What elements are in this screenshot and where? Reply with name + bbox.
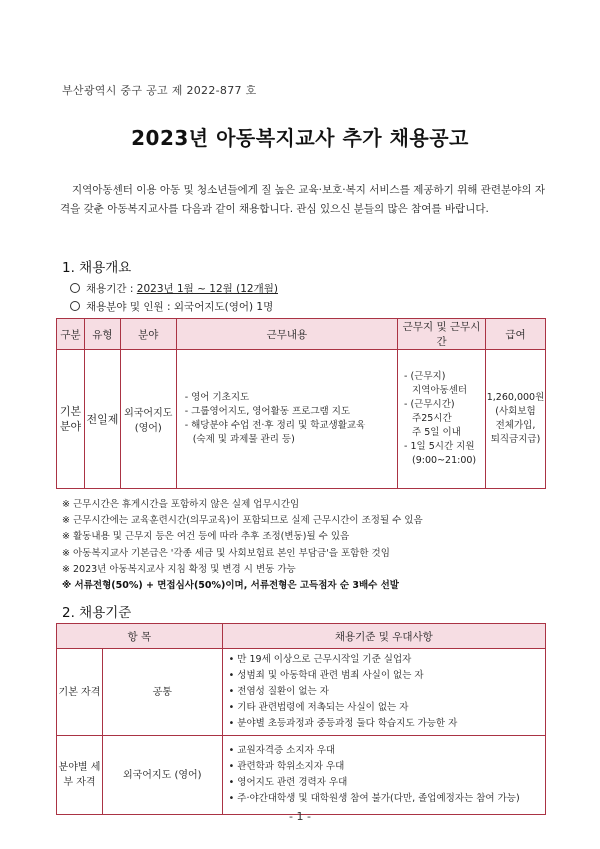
header-category: 구분: [57, 319, 85, 350]
workplace-line: 주25시간: [412, 413, 452, 424]
page-number: - 1 -: [289, 810, 311, 823]
workplace-line: - 1일 5시간 지원: [404, 441, 475, 452]
duty-line: - 그룹영어지도, 영어활동 프로그램 지도: [184, 406, 351, 417]
table-row: [57, 736, 546, 815]
note-item: ※ 근무시간에는 교육훈련시간(의무교육)이 포함되므로 실제 근무시간이 조정될 수 있음: [62, 515, 423, 527]
pay-line: 퇴직금지급): [490, 434, 541, 445]
note-item: ※ 활동내용 및 근무지 등은 여건 등에 따라 추후 조정(변동)될 수 있음: [62, 531, 350, 543]
notes-list: [62, 497, 423, 594]
section-1-title: 1. 채용개요: [62, 260, 132, 276]
recruit-period-line: [70, 281, 278, 296]
pay-line: 1,260,000원: [486, 392, 545, 403]
header-workplace: 근무지 및 근무시간: [398, 319, 486, 350]
duty-line: - 해당분야 수업 전·후 정리 및 학교생활교육: [184, 420, 366, 431]
cell-sub: 공통: [102, 649, 222, 736]
header-criteria: 채용기준 및 우대사항: [222, 624, 545, 649]
criteria-item: • 전염성 질환이 없는 자: [228, 686, 329, 697]
section-2-title: 2. 채용기준: [62, 605, 132, 621]
duty-line: - 영어 기초지도: [184, 392, 250, 403]
table-row: [57, 350, 546, 489]
cell-sub: 외국어지도 (영어): [102, 736, 222, 815]
cell-items: [222, 649, 545, 736]
recruit-field-line: [70, 299, 273, 314]
workplace-line: 지역아동센터: [412, 385, 468, 396]
duty-line: (숙제 및 과제물 관리 등): [192, 434, 295, 445]
recruit-criteria-table: [56, 623, 546, 815]
note-item: ※ 근무시간은 휴게시간을 포함하지 않은 실제 업무시간임: [62, 499, 300, 510]
field-label: 채용분야 및 인원 :: [86, 301, 171, 313]
cell-pay: [486, 350, 546, 489]
table-row: [57, 649, 546, 736]
criteria-item: • 성범죄 및 아동학대 관련 범죄 사실이 없는 자: [228, 670, 424, 681]
note-item-bold: ※ 서류전형(50%) + 면접심사(50%)이며, 서류전형은 고득점자 순 3배수 선발: [62, 580, 399, 592]
header-pay: 급여: [486, 319, 546, 350]
pay-line: 전체가입,: [495, 420, 536, 431]
cell-category: 기본 자격: [57, 649, 103, 736]
criteria-item: • 기타 관련법령에 저촉되는 사실이 없는 자: [228, 702, 409, 713]
workplace-line: (9:00~21:00): [412, 455, 477, 466]
header-type: 유형: [84, 319, 120, 350]
circle-bullet-icon: [70, 283, 80, 293]
cell-items: [222, 736, 545, 815]
workplace-line: 주 5일 이내: [412, 427, 461, 438]
workplace-line: - (근무시간): [404, 399, 455, 410]
pay-line: (사회보험: [495, 406, 536, 417]
recruit-overview-table: [56, 318, 546, 489]
criteria-item: • 만 19세 이상으로 근무시작일 기준 실업자: [228, 654, 412, 665]
field-value: 외국어지도(영어) 1명: [173, 301, 274, 313]
table-header-row: [57, 624, 546, 649]
table-header-row: [57, 319, 546, 350]
cell-category: 기본 분야: [57, 350, 85, 489]
intro-paragraph: 지역아동센터 이용 아동 및 청소년들에게 질 높은 교육·보호·복지 서비스를 제공하기 위해 관련분야의 자격을 갖춘 아동복지교사를 다음과 같이 채용합니다. 관심 있으신 분들의 많은 참여를 바랍니다.: [60, 184, 545, 215]
note-item: ※ 2023년 아동복지교사 지침 확정 및 변경 시 변동 가능: [62, 563, 296, 575]
note-item: ※ 아동복지교사 기본급은 '각종 세금 및 사회보험료 본인 부담금'을 포함한 것임: [62, 547, 390, 559]
criteria-item: • 주·야간대학생 및 대학원생 참여 불가(다만, 졸업예정자는 참여 가능): [228, 793, 520, 804]
cell-category: 분야별 세부 자격: [57, 736, 103, 815]
cell-type: 전일제: [84, 350, 120, 489]
period-value: 2023년 1월 ~ 12월 (12개월): [136, 283, 278, 295]
criteria-item: • 관련학과 학위소지자 우대: [228, 761, 345, 772]
workplace-line: - (근무지): [404, 371, 446, 382]
criteria-item: • 교원자격증 소지자 우대: [228, 745, 336, 756]
circle-bullet-icon: [70, 301, 80, 311]
cell-workplace: [398, 350, 486, 489]
criteria-item: • 영어지도 관련 경력자 우대: [228, 777, 348, 788]
cell-duties: [176, 350, 397, 489]
header-item: 항 목: [57, 624, 223, 649]
page-title: 2023년 아동복지교사 추가 채용공고: [131, 126, 469, 150]
header-duties: 근무내용: [176, 319, 397, 350]
period-label: 채용기간 :: [86, 283, 134, 295]
cell-field: 외국어지도 (영어): [120, 350, 176, 489]
criteria-item: • 분야별 초등과정과 중등과정 둘다 학습지도 가능한 자: [228, 718, 458, 729]
header-field: 분야: [120, 319, 176, 350]
notice-number: 부산광역시 중구 공고 제 2022-877 호: [62, 84, 257, 97]
